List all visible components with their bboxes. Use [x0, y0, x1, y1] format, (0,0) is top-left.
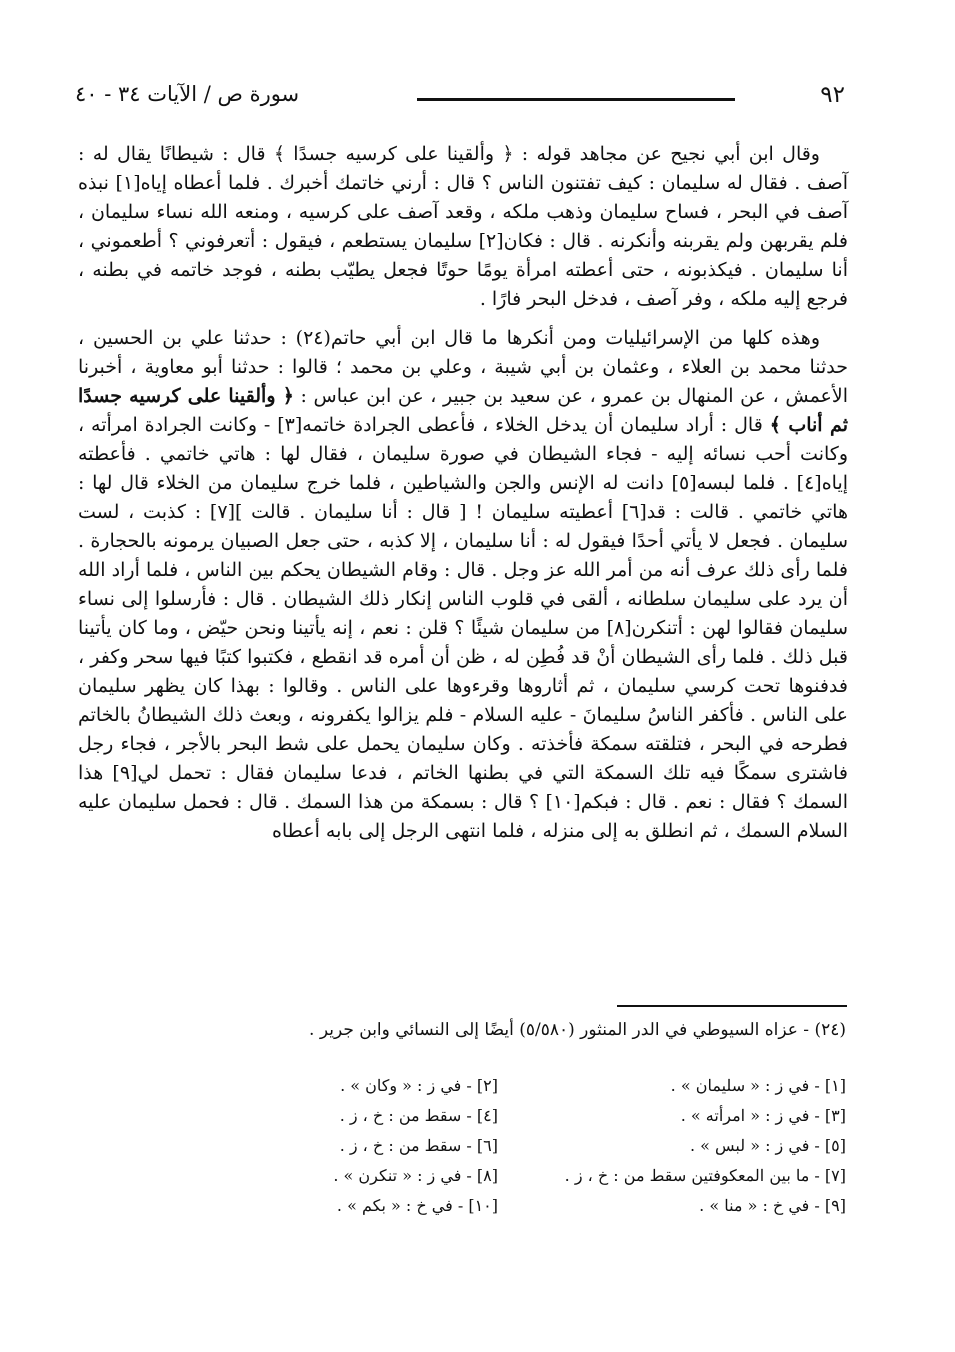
variant-note: [٧] - ما بين المعكوفتين سقط من : خ ، ز . [564, 1166, 846, 1185]
variant-notes [150, 1075, 846, 1217]
running-title: سورة ص / الآيات ٣٤ - ٤٠ [75, 82, 300, 106]
page-header [75, 82, 845, 118]
variant-note: [٢] - في ز : « وكان » . [340, 1076, 498, 1095]
variant-note: [٨] - في ز : « تنكرن » . [333, 1166, 498, 1185]
paragraph-2-part-b: قال : أراد سليمان أن يدخل الخلاء ، فأعطى الجرادة خاتمه[٣] - وكانت الجرادة امرأته ، وكانت أحب نسائه إليه - فجاء الشيطان في صورة سليمان ، فقال لها : هاتي خاتمي . فأعطته إياه[٤] . فلما لبسه[٥] دانت له الإنس والجن والشياطين ، فلما خرج سليمان من الخلاء قال لها : هاتي خاتمي . قالت : قد[٦] أعطيته سليمان ! [ قال : أنا سليمان . قالت ][٧] : كذبت ، لست سليمان . فجعل لا يأتي أحدًا فيقول له : أنا سليمان ، إلا كذبه ، حتى جعل الصبيان يرمونه بالحجارة . فلما رأى ذلك عرف أنه من أمر الله عز وجل . قال : وقام الشيطان يحكم بين الناس ، فلما أراد الله أن يرد على سليمان سلطانه ، ألقى في قلوب الناس إنكار ذلك الشيطان . قال : فأرسلوا إلى نساء سليمان فقالوا لهن : أتنكرن[٨] من سليمان شيئًا ؟ قلن : نعم ، إنه يأتينا ونحن حيّض ، وما كان يأتينا قبل ذلك . فلما رأى الشيطان أنْ قد فُطِن له ، ظن أن أمره قد انقطع ، فكتبوا كتبًا فيها سحر وكفر ، فدفنوها تحت كرسي سليمان ، ثم أثاروها وقرءوها على الناس . وقالوا : بهذا كان يظهر سليمان على الناس . فأكفر الناسُ سليمانَ - عليه السلام - فلم يزالوا يكفرونه ، وبعث ذلك الشيطانُ بالخاتم فطرحه في البحر ، فتلقته سمكة فأخذته . وكان سليمان يحمل على شط البحر بالأجر ، فجاء رجل فاشترى سمكًا فيه تلك السمكة التي في بطنها الخاتم ، فدعا سليمان فقال : تحمل لي[٩] هذا السمك ؟ فقال : نعم . قال : فبكم[١٠] ؟ قال : بسمكة من هذا السمك . قال : فحمل سليمان عليه السلام السمك ، ثم انطلق به إلى منزله ، فلما انتهى الرجل إلى بابه أعطاه [78, 414, 849, 842]
footnote-24: (٢٤) - عزاه السيوطي في الدر المنثور (٥/٥٨٠) أيضًا إلى النسائي وابن جرير . [309, 1020, 846, 1040]
variant-note: [٦] - سقط من : خ ، ز . [339, 1136, 498, 1155]
variant-note: [٥] - في ز : « لبس » . [689, 1136, 846, 1155]
variant-note: [١٠] - في خ : « بكم » . [336, 1196, 498, 1215]
footnote-rule [617, 1005, 847, 1007]
variant-note: [٩] - في خ : « منا » . [699, 1196, 846, 1215]
page-number: ٩٢ [820, 82, 845, 108]
body-text [78, 140, 848, 856]
paragraph-1: وقال ابن أبي نجيح عن مجاهد قوله : ﴿ وألقينا على كرسيه جسدًا ﴾ قال : شيطانًا يقال له : آصف . فقال له سليمان : كيف تفتنون الناس ؟ قال : أرني خاتمك أخبرك . فلما أعطاه إياه[١] نبذه آصف في البحر ، فساح سليمان وذهب ملكه ، وقعد آصف على كرسيه ، ومنعه الله نساء سليمان ، فلم يقربهن ولم يقربنه وأنكرنه . قال : فكان[٢] سليمان يستطعم ، فيقول : أتعرفوني ؟ أطعموني ، أنا سليمان . فيكذبونه ، حتى أعطته امرأة يومًا حوتًا فجعل يطيّب بطنه ، فوجد خاتمه في بطنه ، فرجع إليه ملكه ، وفر آصف ، فدخل البحر فارًا . [78, 143, 848, 310]
quran-quote: ﴿ وألقينا على كرسيه جسدًا ثم أناب ﴾ [78, 385, 848, 436]
variant-note: [٤] - سقط من : خ ، ز . [339, 1106, 498, 1125]
variant-note: [٣] - في ز : « امرأته » . [680, 1106, 846, 1125]
variant-note: [١] - في ز : « سليمان » . [670, 1076, 846, 1095]
paragraph-2-part-a: وهذه كلها من الإسرائيليات ومن أنكرها ما قال ابن أبي حاتم(٢٤) : حدثنا علي بن الحسين ، حدثنا محمد بن العلاء ، وعثمان بن أبي شيبة ، وعلي بن محمد ؛ قالوا : حدثنا أبو معاوية ، أخبرنا الأعمش ، عن المنهال بن عمرو ، عن سعيد بن جبير ، عن ابن عباس : [78, 327, 849, 407]
header-rule [417, 98, 735, 101]
paragraph-2 [78, 324, 848, 846]
